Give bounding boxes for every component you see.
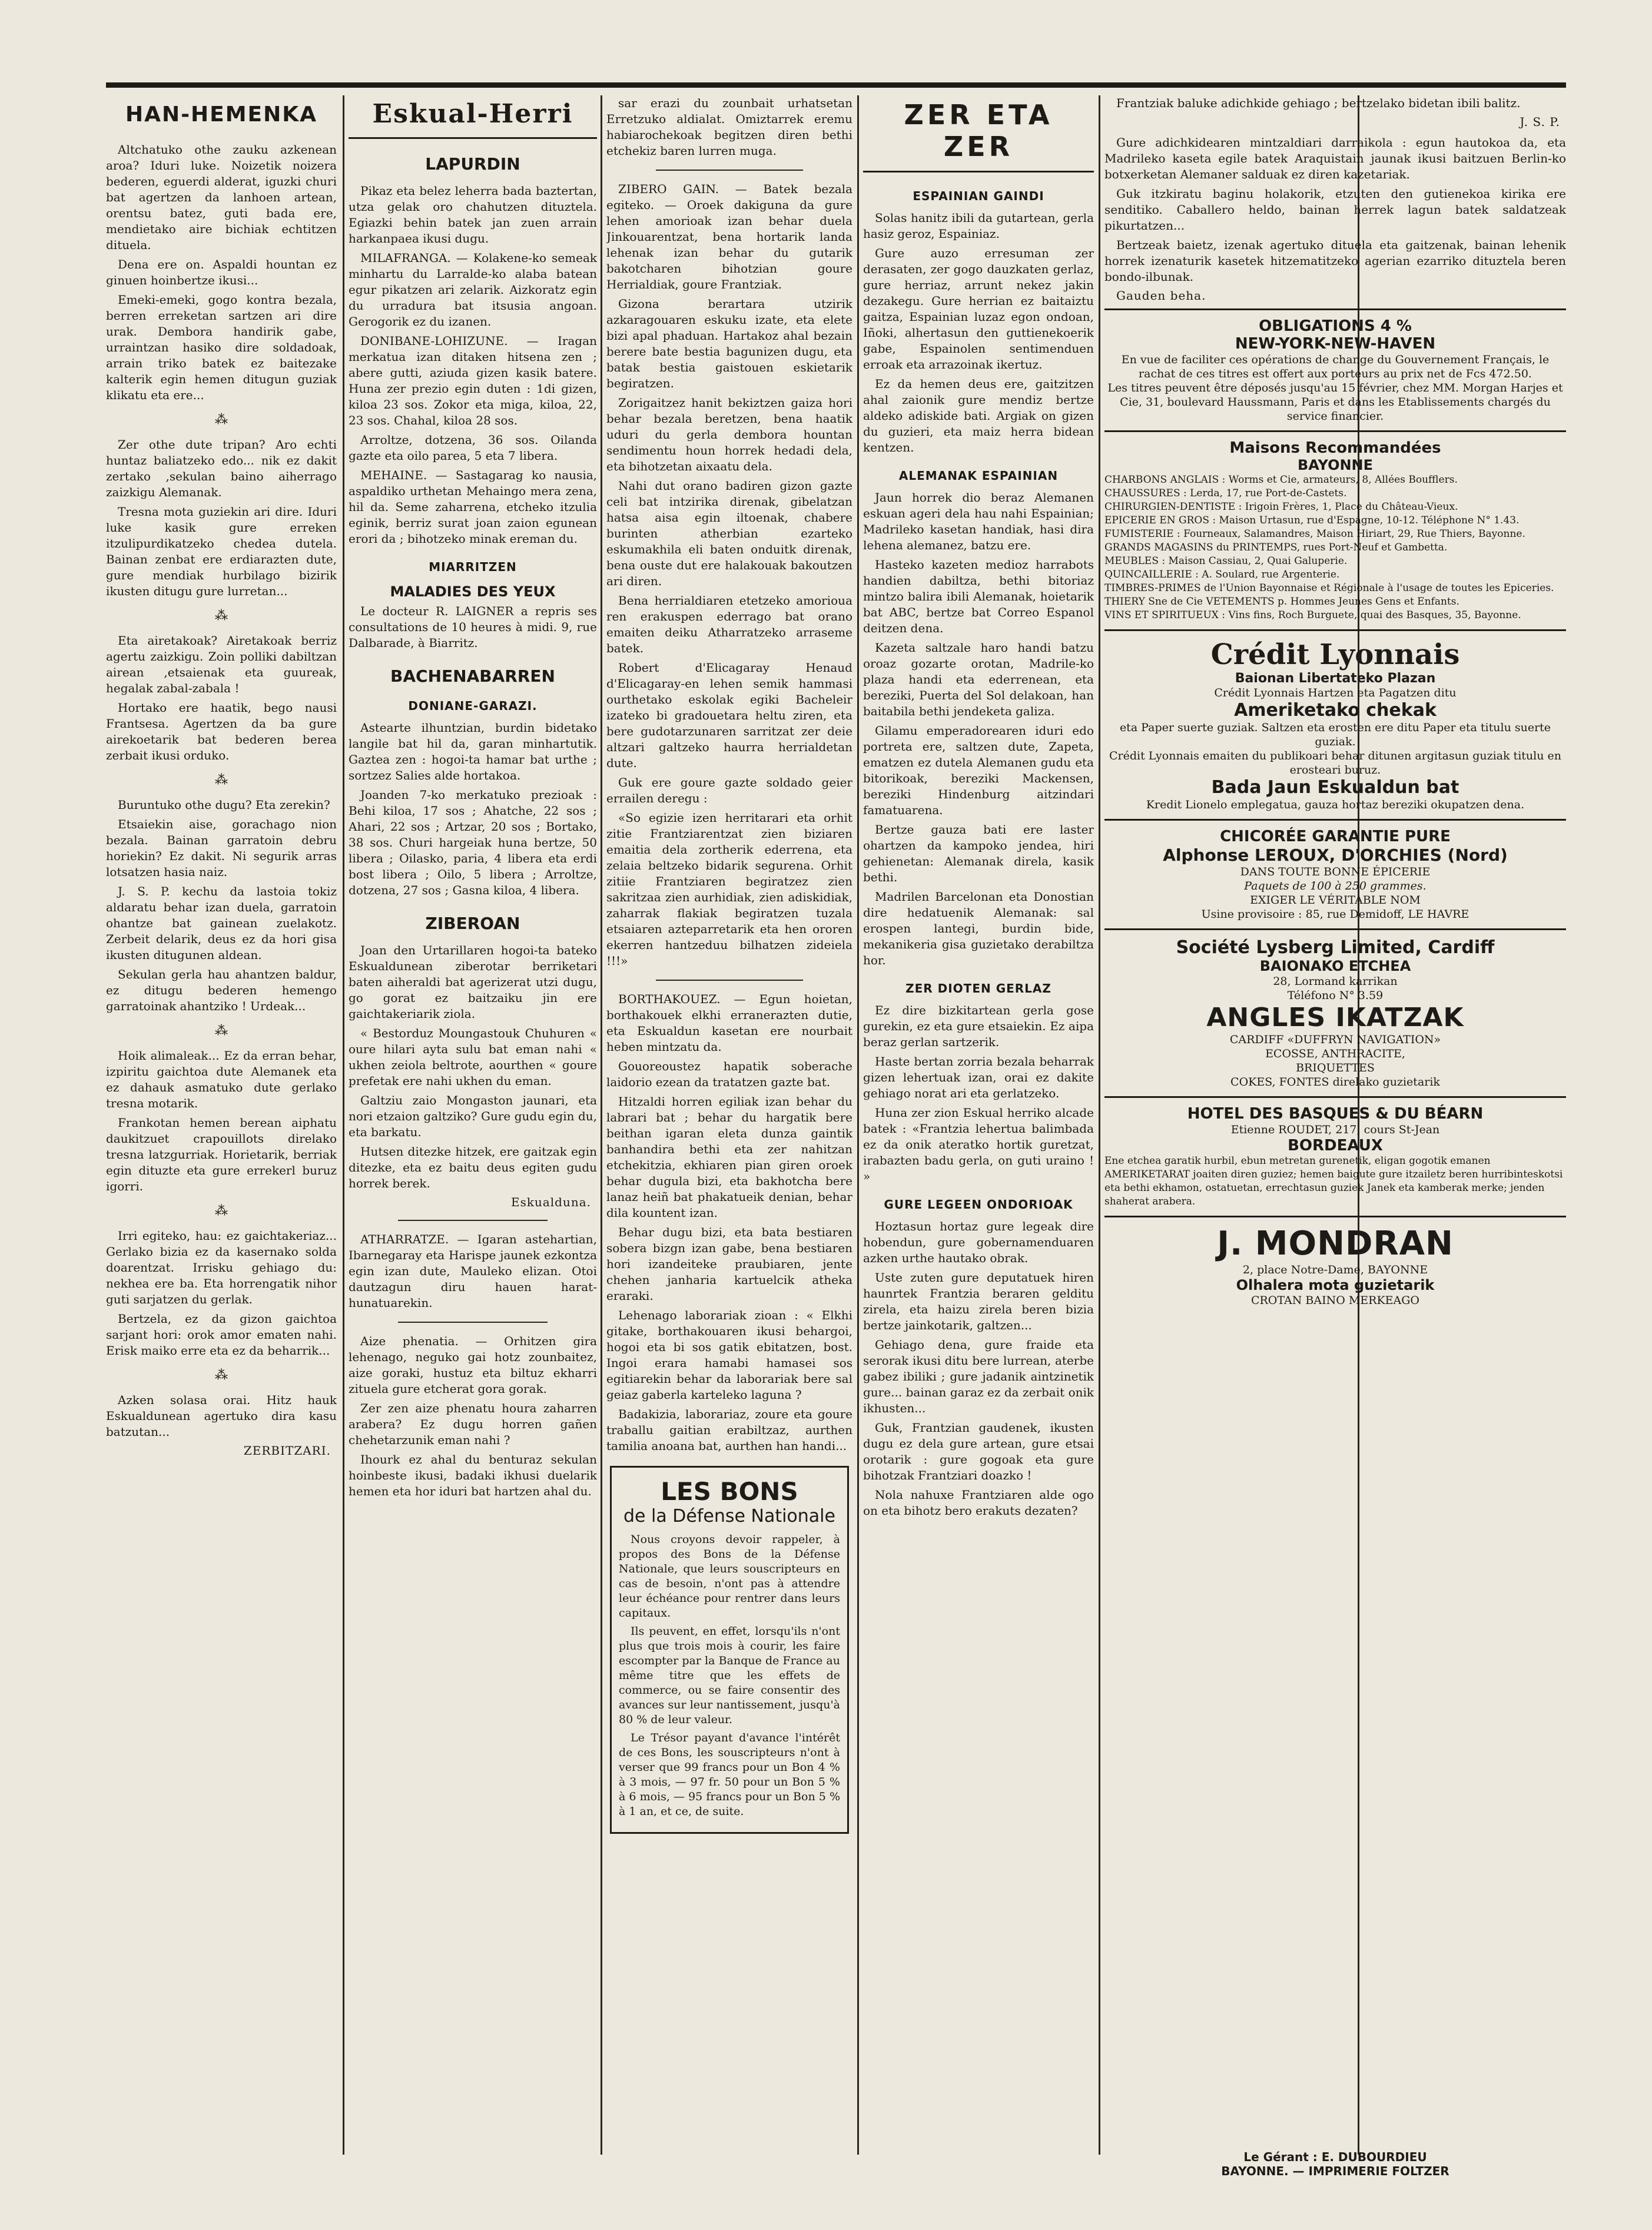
ad-heading: Bada Jaun Eskualdun bat — [1211, 777, 1459, 798]
ad-line: TIMBRES-PRIMES de l'Union Bayonnaise et Régionale à l'usage de toutes les Epiceries. — [1104, 582, 1554, 594]
ad-text: Téléfono N° 3.59 — [1287, 989, 1384, 1002]
separator-rule — [398, 1220, 547, 1221]
separator-rule — [656, 170, 804, 171]
paragraph: Gilamu emperadorearen iduri edo portreta ere, saltzen dute, Zapeta, ematzen ez dutela Alemanen gudu eta bitorikoak, bereziki Mackensen, bereziki Hindenburg aitzindari famatuarena. — [863, 724, 1094, 817]
paragraph: Eta airetakoak? Airetakoak berriz agertu zaizkigu. Zoin polliki dabiltzan airean ,etsaienak eta guureak, hegalak zabal-zabala ! — [106, 633, 337, 695]
ad-chicoree — [1104, 819, 1566, 928]
paragraph: Buruntuko othe dugu? Eta zerekin? — [118, 798, 330, 812]
article-heading: ZER DIOTEN GERLAZ — [905, 981, 1051, 995]
paragraph: Badakizia, laborariaz, zoure eta goure traballu gaitian erabiltzaz, aurthen tamilia anoana bat, aurthen han handi... — [606, 1407, 852, 1453]
author-signature: ZERBITZARI. — [243, 1443, 331, 1458]
paragraph: Ez dire bizkitartean gerla gose gurekin, ez eta gure etsaiekin. Ez aipa beraz gerlan sartzerik. — [863, 1003, 1094, 1049]
paragraph: Bertzela, ez da gizon gaichtoa sarjant hori: orok amor ematen nahi. Erisk maiko erre eta ez da beharrik... — [106, 1312, 337, 1358]
paragraph: Joanden 7-ko merkatuko prezioak : Behi kiloa, 17 sos ; Ahatche, 22 sos ; Ahari, 22 sos ; Artzar, 20 sos ; Bortako, 38 sos. Churi hargeiak huna bertze, 50 libera ; Oilasko, paria, 4 libera eta erdi bost libera ; Oilo, 5 libera ; Arroltze, dotzena, 27 sos ; Gasna kiloa, 4 libera. — [349, 788, 597, 897]
paragraph: Lehenago laborariak zioan : « Elkhi gitake, borthakouaren ikusi behargoi, hogoi eta bi sos gatik ebitatzen, bost. Ingoi erara hamabi hamasei sos egitiarekin behar da laborariak bere sal geiaz gaberla karteleko laguna ? — [606, 1308, 852, 1402]
paragraph: Jaun horrek dio beraz Alemanen eskuan ageri dela hau nahi Espainian; Madrileko kasetan handiak, hasi dira lehena alemanez, batzu ere. — [863, 490, 1094, 552]
column-han-hemenka — [106, 95, 337, 2155]
ad-text: eta Paper suerte guziak. Saltzen eta erosten ere ditu Paper eta titulu suerte guziak. — [1119, 721, 1551, 748]
ad-text: Ene etchea garatik hurbil, ebun metretan gurenetik, eligan gogotik emanen AMERIKETARAT joaiten diren guziez; hemen baigute gure itzailetz beren hurribinteskotsi eta bethi ekhamon, ostatuetan, errechtasun guziek Janek eta kamberak merke; jenden shaherat arabera. — [1104, 1155, 1563, 1207]
article-heading: GURE LEGEEN ONDORIOAK — [884, 1197, 1073, 1212]
notice-heading: MALADIES DES YEUX — [390, 583, 556, 600]
column-divider — [1099, 95, 1100, 2155]
ad-line: GRANDS MAGASINS du PRINTEMPS, rues Port-Neuf et Gambetta. — [1104, 542, 1448, 553]
paragraph: Galtziu zaio Mongaston jaunari, eta nori etzaion galtziko? Gure gudu egin du, eta barkatu. — [349, 1093, 597, 1139]
paragraph: Zer othe dute tripan? Aro echti huntaz baliatzeko edo... nik ez dakit zertako ,sekulan baino aiherrago zaizkigu Alemanak. — [106, 437, 337, 499]
paragraph: Zorigaitzez hanit bekiztzen gaiza hori behar bezala beretzen, bena haatik uduri du gerla dembora hountan sendimentu houn horrek hedadi dela, eta bihotzetan aixaatu dela. — [606, 396, 852, 473]
ad-text: Crédit Lyonnais Hartzen eta Pagatzen ditu — [1214, 686, 1457, 699]
imprint-footer — [1104, 2150, 1566, 2178]
ad-title: OBLIGATIONS 4 % — [1259, 317, 1412, 335]
paragraph: Guk ere goure gazte soldado geier errailen deregu : — [606, 775, 852, 805]
paragraph: Emeki-emeki, gogo kontra bezala, berren erreketan sartzen ari dire urak. Dembora handirik gabe, urraintzan hasiko dire soldadoak, arrain triko batek ez baitezake kalterik egin hemen ditugun guziak klikatu eta ere... — [106, 293, 337, 402]
ad-text: Paquets de 100 à 250 grammes. — [1244, 880, 1427, 892]
paragraph: sar erazi du zounbait urhatsetan Erretzuko aldialat. Omiztarrek eremu habiarochekoak begitzen diren bethi etchekiz baren lurren muga. — [606, 96, 852, 158]
ad-subtitle: BAIONAKO ETCHEA — [1259, 958, 1411, 974]
paragraph: DONIBANE-LOHIZUNE. — Iragan merkatua izan ditaken hitsena zen ; abere gutti, aziuda gizen kasik batere. Huna zer prezio egin duten : 1di gizen, kiloa 23 sos. Zokor eta miga, kiloa, 22, 23 sos. Chahal, kiloa 28 sos. — [349, 334, 597, 427]
paragraph: Ils peuvent, en effet, lorsqu'ils n'ont plus que trois mois à courir, les faire escompter par la Banque de France au même titre que les effets de commerce, ou se faire consentir des avances sur leur nantissement, jusqu'à 80 % de leur valeur. — [619, 1625, 840, 1726]
closing-line: Gauden beha. — [1116, 288, 1206, 303]
ad-text: 28, Lormand karrikan — [1273, 975, 1398, 988]
article-heading: ESPAINIAN GAINDI — [913, 189, 1044, 203]
ad-line: MEUBLES : Maison Cassiau, 2, Quai Galuperie. — [1104, 555, 1348, 567]
separator-rule — [398, 1322, 547, 1323]
paragraph: Sekulan gerla hau ahantzen baldur, ez ditugu bederen hemengo garratoinak ahantziko ! Urdeak... — [106, 967, 337, 1013]
ad-credit-lyonnais — [1104, 629, 1566, 819]
paragraph: Ihourk ez ahal du benturaz sekulan hoinbeste ikusi, badaki ikhusi duelarik hemen eta hor iduri bat hartzen ahal du. — [349, 1452, 597, 1498]
asterism-separator: ⁂ — [215, 609, 228, 623]
ad-subtitle: Baionan Libertateko Plazan — [1235, 671, 1436, 686]
paragraph: Pikaz eta belez leherra bada baztertan, utza gelak oro chahutzen dituztela. Egiazki behin batek jan zuen arrain harkanpaea ikusi dugu. — [349, 184, 597, 245]
ad-text: Crédit Lyonnais emaiten du publikoari behar ditunen argitasun guziak titulu en erosteari buruz. — [1109, 749, 1561, 776]
paragraph: Hitzaldi horren egiliak izan behar du labrari bat ; behar du hargatik bere beithan igaran eleta dunza gaintik banhandira bethi eta zer nahitzan etchekitzia, ekhiaren pian giren oroek behar dugula bizi, eta bakhotcha bere lanaz heiñ bat phakatueik denian, behar dila kountent izan. — [606, 1094, 852, 1220]
ad-text: En vue de faciliter ces opérations de change du Gouvernement Français, le rachat de ces titres est offert aux porteurs au prix net de Fcs 472.50. — [1121, 353, 1550, 380]
paragraph: Hortako ere haatik, bego nausi Frantsesa. Agertzen da ba gure airekoetarik bat bederen berea zerbait ikusi orduko. — [106, 701, 337, 762]
column-ads — [1104, 95, 1566, 2155]
region-heading: ZIBEROAN — [425, 914, 520, 933]
paragraph: Irri egiteko, hau: ez gaichtakeriaz... Gerlako bizia ez da kasernako solda doarentzat. Irrisku gehiago du: nekhea ere ba. Eta horrengatik nihor guti sarjatzen du gerlak. — [106, 1229, 337, 1306]
paragraph: Nahi dut orano badiren gizon gazte celi bat intzirika direnak, gibelatzan hatsa aisa egin iltoenak, chabere burinten atherbian ezarteko eskumakhila eli baten onduitk direnak, bena ouste dut ere halakouak bakoutzen ari diren. — [606, 479, 852, 588]
paragraph: Arroltze, dotzena, 36 sos. Oilanda gazte eta oilo parea, 5 eta 7 libera. — [349, 433, 597, 463]
ad-text: Olhalera mota guzietarik — [1236, 1277, 1435, 1293]
ad-title: CHICORÉE GARANTIE PURE — [1220, 828, 1451, 845]
asterism-separator: ⁂ — [215, 773, 228, 788]
bons-defense-notice — [610, 1466, 849, 1834]
ad-mondran — [1104, 1216, 1566, 1315]
ad-lysberg — [1104, 928, 1566, 1096]
paragraph: Hoik alimaleak... Ez da erran behar, izpiritu gaichtoa dute Alemanek eta ez dahauk asmatuko dute gerlako tresna motarik. — [106, 1048, 337, 1110]
column-divider — [857, 95, 859, 2155]
ad-city: BORDEAUX — [1288, 1137, 1383, 1154]
paragraph: Nous croyons devoir rappeler, à propos des Bons de la Défense Nationale, que leurs souscripteurs en cas de besoin, n'ont pas à attendre leur échéance pour rentrer dans leurs capitaux. — [619, 1533, 840, 1620]
asterism-separator: ⁂ — [215, 413, 228, 427]
ad-text: ECOSSE, ANTHRACITE, — [1265, 1047, 1405, 1060]
ad-title: Société Lysberg Limited, Cardiff — [1176, 937, 1495, 958]
paragraph: Azken solasa orai. Hitz hauk Eskualdunean agertuko dira kasu batzutan... — [106, 1393, 337, 1439]
paragraph: Uste zuten gure deputatuek hiren haunrtek Frantzia beraren gelditu zirela, eta haizu zirela beren bizia bertze jainkotarik, galtzen... — [863, 1270, 1094, 1332]
notice-subtitle: de la Défense Nationale — [623, 1506, 835, 1527]
asterism-separator: ⁂ — [215, 1368, 228, 1383]
ad-heading: Ameriketako chekak — [1234, 700, 1437, 721]
ad-text: Les titres peuvent être déposés jusqu'au 15 février, chez MM. Morgan Harjes et Cie, 31, boulevard Haussmann, Paris et dans les Etablissements chargés du service financier. — [1107, 381, 1563, 423]
article-heading: ALEMANAK ESPAINIAN — [898, 469, 1059, 483]
ad-text: COKES, FONTES direlako guzietarik — [1230, 1076, 1440, 1089]
top-rule — [106, 82, 1566, 88]
gerant-line: Le Gérant : E. DUBOURDIEU — [1243, 2150, 1427, 2164]
ad-address: 2, place Notre-Dame, BAYONNE — [1242, 1263, 1428, 1276]
paragraph: Hoztasun hortaz gure legeak dire hobendun, gure gobernamenduaren azken urthe hautako obrak. — [863, 1219, 1094, 1265]
paragraph: Joan den Urtarillaren hogoi-ta bateko Eskualdunean ziberotar berriketari baten aiheraldi bat agerizerat utzi dugu, go gorat ez baitzaiku jin ere gaichtakeriarik ziola. — [349, 943, 597, 1021]
ad-headline: J. MONDRAN — [1217, 1224, 1454, 1263]
column-divider — [601, 95, 602, 2155]
paragraph: MILAFRANGA. — Kolakene-ko semeak minhartu du Larralde-ko alaba batean egur pikatzen ari zelarik. Aizkoratz egin du urradura bat itsusia angoan. Gerogorik ez du izanen. — [349, 251, 597, 328]
ad-title: Maisons Recommandées — [1229, 439, 1441, 457]
paragraph: BORTHAKOUEZ. — Egun hoietan, borthakouek elkhi erranerazten dutie, eta Eskualdun kasetan ere nourbait heben mintzatu da. — [606, 992, 852, 1054]
paragraph: Kazeta saltzale haro handi batzu oroaz gozarte orotan, Madrile-ko plaza handi eta ederrenean, eta bereziki, Puerta del Sol delakoan, han baitabila bethi jendeketa galiza. — [863, 641, 1094, 718]
column-eskual-herri — [349, 95, 597, 2155]
ad-subtitle: Alphonse LEROUX, D'ORCHIES (Nord) — [1163, 845, 1508, 865]
ad-text: DANS TOUTE BONNE ÉPICERIE — [1240, 865, 1431, 878]
ad-hotel-basques — [1104, 1096, 1566, 1216]
paragraph: «So egizie izen herritarari eta orhit zitie Frantziarentzat zien biziaren emaitia dela zortherik ederrena, eta zelaia beltzeko bidarik segurena. Orhit zitiie Frantziaren begiratzez zien sakritzaa zien aurhidiak, zien adiskidiak, zaharrak flakiak begiratzen tuzala etsaiaren azteparretarik eta hen ororen ekerren hantzeduu bilhatzen zideiela !!!» — [606, 811, 852, 968]
ad-line: VINS ET SPIRITUEUX : Vins fins, Roch Burguete, quai des Basques, 35, Bayonne. — [1104, 609, 1521, 621]
paragraph: Robert d'Elicagaray Henaud d'Elicagaray-en lehen semik hammasi ourthetako eskolak egiki Bacheleir izateko bi gradouetara heltu ziren, eta bere gudotarzunaren sarritzat zer deie altzari galtzeko haurra herrialdetan dute. — [606, 661, 852, 770]
ad-text: Usine provisoire : 85, rue Demidoff, LE HAVRE — [1201, 908, 1469, 921]
ad-title: Crédit Lyonnais — [1210, 638, 1460, 671]
paragraph: Bena herrialdiaren etetzeko amorioua ren erakuspen ederrago bat orano emaiten deiku Atharratzeko arraseme batek. — [606, 593, 852, 655]
paragraph: Etsaiekin aise, gorachago nion bezala. Bainan garratoin debru horiekin? Ez dakit. Ni segurik arras lotsatzen hasia naiz. — [106, 817, 337, 879]
paragraph: Frankotan hemen berean aiphatu daukitzuet crapouillots direlako tresna latzgurriak. Horietarik, berriak egin dituzte eta gure errekerl buruz igorri. — [106, 1116, 337, 1193]
paragraph: Altchatuko othe zauku azkenean aroa? Iduri luke. Noizetik noizera bederen, eguerdi alderat, iguzki churi bat agertzen da lanhoen artean, orentsu batez, guti bada ere, mendietako aire bichiak echtitzen dituela. — [106, 142, 337, 252]
column-continued — [606, 95, 852, 2155]
section-masthead: ZER ETA ZER — [863, 99, 1094, 172]
ad-text: BRIQUETTES — [1296, 1061, 1375, 1074]
ad-headline: ANGLES IKATZAK — [1206, 1003, 1464, 1033]
paragraph: Gure auzo erresuman zer derasaten, zer gogo dauzkaten gerlaz, gure herriaz, arrunt nekez jakin dezakegu. Gure herrian ez baitaiztu gaitza, Espainian luzaz egon ondoan, Iñoki, alhertasun den guttienekoerik gabe, Espainolen sentimenduen erroak eta arrazoinak ikertuz. — [863, 246, 1094, 371]
paragraph: Guk itzkiratu baginu holakorik, etzuten den gutienekoa kirika ere senditiko. Caballero heldo, bainan herrek lagun batek saldatzeak pikurtatzen... — [1104, 187, 1566, 233]
asterism-separator: ⁂ — [215, 1204, 228, 1219]
paragraph: Aize phenatia. — Orhitzen gira lehenago, neguko gai hotz zounbaitez, aize goraki, hustuz eta biltuz ekharri zituela gure etcherat gora gorak. — [349, 1334, 597, 1396]
paragraph: Tresna mota guziekin ari dire. Iduri luke kasik gure erreken itzulipurdikatzeko chedea dutela. Bainan zenbat ere erdiarazten dute, gure mendiak hurbilago bizirik ikusten ditugu gure lurretan... — [106, 505, 337, 598]
paragraph: Nola nahuxe Frantziaren alde ogo on eta bihotz bero erakuts dezaten? — [863, 1488, 1094, 1518]
column-zer-eta-zer — [863, 95, 1094, 2155]
source-signature: Eskualduna. — [510, 1195, 591, 1209]
paragraph: Gouoreoustez hapatik soberache laidorio ezean da tratatzen gazte bat. — [606, 1059, 852, 1089]
ad-text: CROTAN BAINO MERKEAGO — [1250, 1294, 1420, 1307]
paragraph: Hasteko kazeten medioz harrabots handien dabiltza, bethi bitoriaz mintzo balira ibili Alemanak, hoietarik bat ABC, bertze bat Correo Espanol deitzen dena. — [863, 558, 1094, 635]
town-heading: MIARRITZEN — [429, 560, 517, 574]
paragraph: Le docteur R. LAIGNER a repris ses consultations de 10 heures à midi. 9, rue Dalbarade, à Biarritz. — [349, 604, 597, 650]
section-masthead: HAN-HEMENKA — [125, 102, 318, 127]
paragraph: Behar dugu bizi, eta bata bestiaren sobera bizgn izan gabe, bena bestiaren hori izandeiteke praubiaren, jente chehen janharia kartuelcik atheka eraraki. — [606, 1225, 852, 1303]
column-divider — [343, 95, 344, 2155]
paragraph: ZIBERO GAIN. — Batek bezala egiteko. — Oroek dakiguna da gure lehen amorioak izan behar duela Jinkouarentzat, bena hortarik landa lehenak izan behar du gutarik bakotcharen bihotzian goure Herrialdiak, goure Frantziak. — [606, 182, 852, 291]
paragraph: Dena ere on. Aspaldi hountan ez ginuen hoinbertze ikusi... — [106, 257, 337, 287]
ad-line: THIERY Sne de Cie VETEMENTS p. Hommes Jeunes Gens et Enfants. — [1104, 596, 1459, 608]
paragraph: Huna zer zion Eskual herriko alcade batek : «Frantzia lehertua balimbada ez da onik ateratko hortik guretzat, irabazten badu gerla, on guti uraino ! » — [863, 1106, 1094, 1183]
author-signature: J. S. P. — [1520, 115, 1560, 129]
ad-city: BAYONNE — [1297, 457, 1374, 473]
paragraph: Guk, Frantzian gaudenek, ikusten dugu ez dela gure artean, gure etsai orotarik : gure gogoak eta gure bihotzak Frantziari doazko ! — [863, 1421, 1094, 1482]
paragraph: Gehiago dena, gure fraide eta serorak ikusi ditu bere lurrean, aterbe gabez ibiliki ; gure jadanik aintzinetik gure... bainan garaz ez da zerbait onik ikhusten... — [863, 1338, 1094, 1415]
ad-line: CHIRURGIEN-DENTISTE : Irigoin Frères, 1, Place du Château-Vieux. — [1104, 501, 1458, 513]
paragraph: Le Trésor payant d'avance l'intérêt de ces Bons, les souscripteurs n'ont à verser que 99 francs pour un Bon 4 % à 3 mois, — 97 fr. 50 pour un Bon 5 % à 6 mois, — 95 francs pour un Bon 5 % à 1 an, et ce, de suite. — [619, 1731, 840, 1818]
paragraph: Ez da hemen deus ere, gaitzitzen ahal zaionik gure mendiz bertze aldeko adiskide bati. Argiak on gizen du guzieri, eta maiz herra bidean kentzen. — [863, 377, 1094, 454]
ad-line: EPICERIE EN GROS : Maison Urtasun, rue d'Espagne, 10-12. Téléphone N° 1.43. — [1104, 515, 1520, 526]
ad-text: CARDIFF «DUFFRYN NAVIGATION» — [1229, 1033, 1441, 1046]
paragraph: Astearte ilhuntzian, burdin bidetako langile bat hil da, garan minhartutik. Gaztea zen : hogoi-ta hamar bat urthe ; sortzez Salies alde hortakoa. — [349, 721, 597, 782]
paragraph: Gizona berartara utzirik azkaragouaren eskuku izate, eta elete bizi apal phaduan. Hartakoz ahal bezain berere bate bestia bagunizen dugu, eta batak bestia gaistouen eskietarik begiratzen. — [606, 297, 852, 390]
town-heading: DONIANE-GARAZI. — [408, 699, 538, 713]
ad-subtitle: NEW-YORK-NEW-HAVEN — [1235, 335, 1436, 353]
paragraph: Madrilen Barcelonan eta Donostian dire hedatuenik Alemanak: sal erospen lantegi, burdin bide, mekanikeria gisa guzietako derabiltza hor. — [863, 890, 1094, 967]
paragraph: Haste bertan zorria bezala beharrak gizen lehertuak izan, orai ez dakite gehiago norat ari eta gerlatzeko. — [863, 1054, 1094, 1100]
ad-line: CHARBONS ANGLAIS : Worms et Cie, armateurs, 8, Allées Boufflers. — [1104, 474, 1458, 486]
ad-text: EXIGER LE VÉRITABLE NOM — [1250, 894, 1421, 907]
paragraph: Bertze gauza bati ere laster ohartzen da kampoko jendea, hiri gehienetan: Alemanak direla, kasik bethi. — [863, 822, 1094, 884]
region-heading: LAPURDIN — [425, 154, 520, 174]
paragraph: Hutsen ditezke hitzek, ere gaitzak egin ditezke, eta ez baitu deus egiten gudu horrek berek. — [349, 1144, 597, 1190]
ad-subtitle: Etienne ROUDET, 217, cours St-Jean — [1230, 1123, 1440, 1136]
separator-rule — [656, 980, 804, 981]
paragraph: « Bestorduz Moungastouk Chuhuren « oure hilari ayta sulu bat eman nahi « ukhen zeiola beltrote, aourthen « goure prefetak ere nahi ukhen du eman. — [349, 1026, 597, 1088]
ad-maisons-recommandees — [1104, 430, 1566, 629]
ad-line: CHAUSSURES : Lerda, 17, rue Port-de-Castets. — [1104, 487, 1347, 499]
paragraph: Zer zen aize phenatu houra zaharren arabera? Ez dugu horren gañen chehetarzunik eman nahi ? — [349, 1401, 597, 1447]
asterism-separator: ⁂ — [215, 1024, 228, 1038]
ad-text: Kredit Lionelo emplegatua, gauza hortaz bereziki okupatzen dena. — [1146, 798, 1525, 811]
paragraph: ATHARRATZE. — Igaran astehartian, Ibarnegaray eta Harispe jaunek ezkontza egin izan dute, Mauleko elizan. Otoi dautzagun diru hauen harat-hunatuarekin. — [349, 1232, 597, 1310]
paragraph: J. S. P. kechu da lastoia tokiz aldaratu behar izan duela, garratoin ohantze bat gainean zuelakotz. Zerbeit delarik, deus ez da hori gisa ikusten ditugunen aldean. — [106, 884, 337, 962]
paragraph: Solas hanitz ibili da gutartean, gerla hasiz geroz, Espainiaz. — [863, 211, 1094, 241]
printer-line: BAYONNE. — IMPRIMERIE FOLTZER — [1221, 2164, 1449, 2178]
paragraph: Gure adichkidearen mintzaldiari darraikola : egun hautokoa da, eta Madrileko kaseta egile batek Araquistain jaunak ikusi baitzuen Berlin-ko botxerketan Alemaner salduak ez diren kazetariak. — [1104, 135, 1566, 181]
ad-line: FUMISTERIE : Fourneaux, Salamandres, Maison Hiriart, 29, Rue Thiers, Bayonne. — [1104, 528, 1525, 540]
ad-title: HOTEL DES BASQUES & DU BÉARN — [1187, 1105, 1484, 1123]
paragraph: Frantziak baluke adichkide gehiago ; bertzelako bidetan ibili balitz. — [1116, 96, 1521, 110]
ad-obligations — [1104, 308, 1566, 430]
section-masthead: Eskual-Herri — [349, 99, 597, 139]
paragraph: Bertzeak baietz, izenak agertuko dituela eta gaitzenak, bainan lehenik horrek izenaturik kasetek hitzematitzeko agerian ezarriko dituztela beren bondo-ilbunak. — [1104, 238, 1566, 284]
region-heading: BACHENABARREN — [390, 666, 555, 686]
paragraph: MEHAINE. — Sastagarag ko nausia, aspaldiko urthetan Mehaingo mera zena, hil da. Seme zaharrena, etcheko itzulia eginik, berriz surat joan zaion egunean erori da ; bihotzeko minak ereman du. — [349, 468, 597, 546]
newspaper-page — [106, 82, 1566, 2178]
notice-title: LES BONS — [661, 1477, 798, 1506]
ad-line: QUINCAILLERIE : A. Soulard, rue Argenterie. — [1104, 569, 1340, 580]
